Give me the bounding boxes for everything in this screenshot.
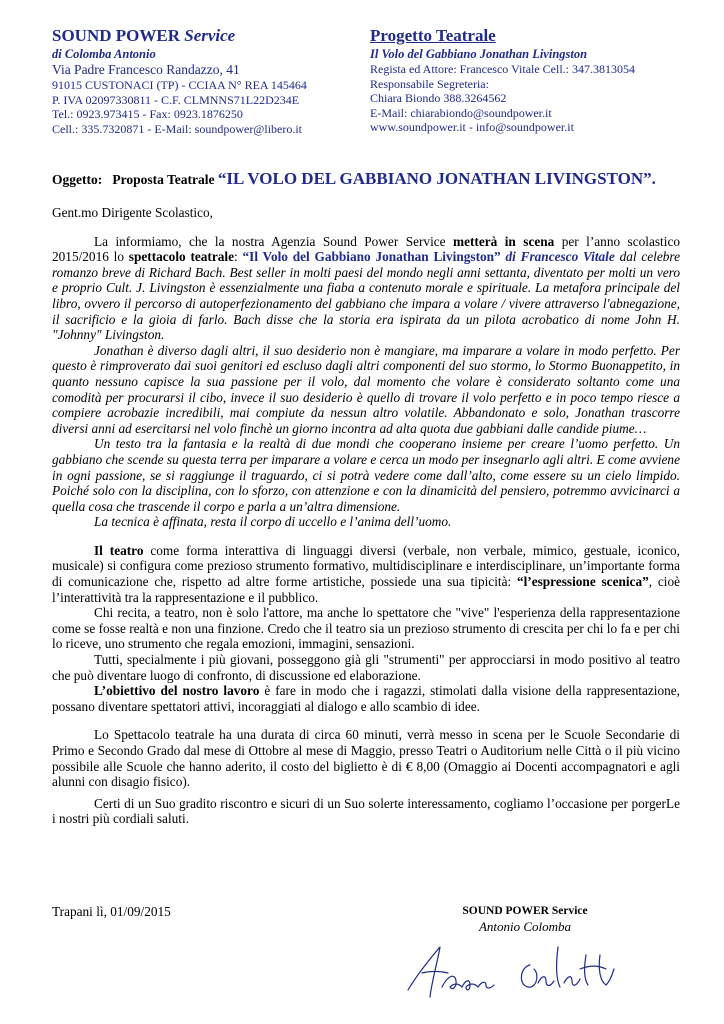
letterhead-company [52,26,372,136]
subject-title: “IL VOLO DEL GABBIANO JONATHAN LIVINGSTON”. [217,169,656,188]
project-web: www.soundpower.it - info@soundpower.it [370,120,574,134]
letterhead-project [370,26,700,135]
project-subtitle: Il Volo del Gabbiano Jonathan Livingston [370,47,588,61]
story-paragraph-1: Jonathan è diverso dagli altri, il suo desiderio non è mangiare, ma imparare a volare in modo perfetto. Per questo è rimproverato dai suoi genitori ed escluso dagli altri componenti del suo stormo, lo Stormo Buonappetito, in quanto nessuno capisce la sua passione per il volo, dal momento che volare è considerato soltanto come una comodità per procurarsi il cibo, invece il suo desiderio è quello di trovare il volo perfetto e in poco tempo riesce a compiere acrobazie incredibili, mai compiute da nessun altro volatile. Abbandonato e solo, Jonathan trascorre diversi anni ad esercitarsi nel volo finchè un giorno incontra ad alta quota due gabbiani dalle candide piume… [52,342,680,436]
story-paragraph-3: La tecnica è affinata, resta il corpo di uccello e l’anima dell’uomo. [94,514,452,530]
story-paragraph-2: Un testo tra la fantasia e la realtà di due mondi che cooperano insieme per creare l’uomo perfetto. Un gabbiano che scende su questa terra per imparare a volare e cerca un modo per insegnarlo agli altri. E come avviene in ogni passione, se si raggiunge il traguardo, ci si potrà vedere come dall’alto, come essere su un cielo limpido. Poiché solo con la disciplina, con lo sforzo, con attenzione e con la dinamicità del pensiero, potremmo avvicinarci a quella cosa che trascende il corpo e parla a un’altra dimensione. [52,436,680,514]
secretary-label: Responsabile Segreteria: [370,76,489,91]
secretary-contact: Chiara Biondo 388.3264562 [370,91,507,105]
company-name: SOUND POWER Service [52,26,236,45]
theatre-paragraph-2: Chi recita, a teatro, non è solo l'attore, ma anche lo spettatore che "vive" l'esperienza della rappresentazione come se fosse realtà e non una finzione. Credo che il teatro sia un prezioso strumento di crescita per chi lo fa e per chi lo riceve, uno strumento che regala emozioni, immagini, sensazioni. [52,605,680,652]
signature-name: Antonio Colomba [478,919,572,934]
company-mobile: Cell.: 335.7320871 - E-Mail: soundpower@libero.it [52,121,303,136]
subject-prefix: Proposta Teatrale [112,172,215,187]
project-email: E-Mail: chiarabiondo@soundpower.it [370,105,552,120]
theatre-paragraph-4: L’obiettivo del nostro lavoro è fare in modo che i ragazzi, stimolati dalla visione della rappresentazione, possano diventare spettatori attivi, incoraggiati al dialogo e allo scambio di idee. [52,683,680,714]
handwritten-signature [400,935,630,1005]
project-title: Progetto Teatrale [370,26,496,45]
theatre-paragraph-1: Il teatro come forma interattiva di linguaggi diversi (verbale, non verbale, mimico, gestuale, iconico, musicale) si configura come prezioso strumento formativo, multidisciplinare e interdisciplinare, un’importante forma di comunicazione che, rispetto ad altre forme artistiche, possiede una sua tipicità: “l’espressione scenica”, cioè l’interattività tra la rappresentazione e il pubblico. [52,542,680,605]
greeting: Gent.mo Dirigente Scolastico, [52,205,214,220]
signature-block [430,904,620,935]
intro-paragraph: La informiamo, che la nostra Agenzia Sound Power Service metterà in scena per l’anno scolastico 2015/2016 lo spettacolo teatrale: “Il Volo del Gabbiano Jonathan Livingston” di Francesco Vitale dal celebre romanzo breve di Richard Bach. Best seller in molti paesi del mondo negli anni settanta, diventato per molti un vero e proprio Cult. J. Livingston è essenzialmente una fiaba a contenuto morale e spirituale. La metafora principale del libro, ovvero il percorso di autoperfezionamento del gabbiano che impara a volare / vivere attraverso l'abnegazione, il sacrificio e la gioia di farlo. Bach disse che la storia era ispirata da un pilota acrobatico di nome John H. "Johnny" Livingston. [52,233,680,343]
company-phone: Tel.: 0923.973415 - Fax: 0923.1876250 [52,107,243,121]
company-owner: di Colomba Antonio [52,47,156,61]
subject-line [52,169,656,189]
theatre-paragraph-3: Tutti, specialmente i più giovani, posseggono già gli "strumenti" per approcciarsi in modo positivo al teatro che può diventare luogo di confronto, di discussione ed elaborazione. [52,652,680,683]
company-tax: P. IVA 02097330811 - C.F. CLMNNS71L22D234E [52,92,300,107]
place-date: Trapani lì, 01/09/2015 [52,904,171,919]
closing-paragraph: Certi di un Suo gradito riscontro e sicuri di un Suo solerte interessamento, cogliamo l’occasione per porgerLe i nostri più cordiali saluti. [52,795,680,827]
signature-company: SOUND POWER Service [462,905,588,917]
details-paragraph: Lo Spettacolo teatrale ha una durata di circa 60 minuti, verrà messo in scena per le Scuole Secondarie di Primo e Secondo Grado dal mese di Ottobre al mese di Maggio, presso Teatri o Auditorium nelle Città o il più vicino possibile alle Scuole che hanno aderito, il costo del biglietto è di € 8,00 (Omaggio ai Docenti accompagnatori e agli alunni con disagio fisico). [52,727,680,790]
letter-body [52,205,680,827]
subject-label: Oggetto: [52,172,103,187]
company-city: 91015 CUSTONACI (TP) - CCIAA N° REA 145464 [52,78,307,92]
company-address: Via Padre Francesco Randazzo, 41 [52,62,240,77]
project-director: Regista ed Attore: Francesco Vitale Cell.: 347.3813054 [370,62,636,76]
